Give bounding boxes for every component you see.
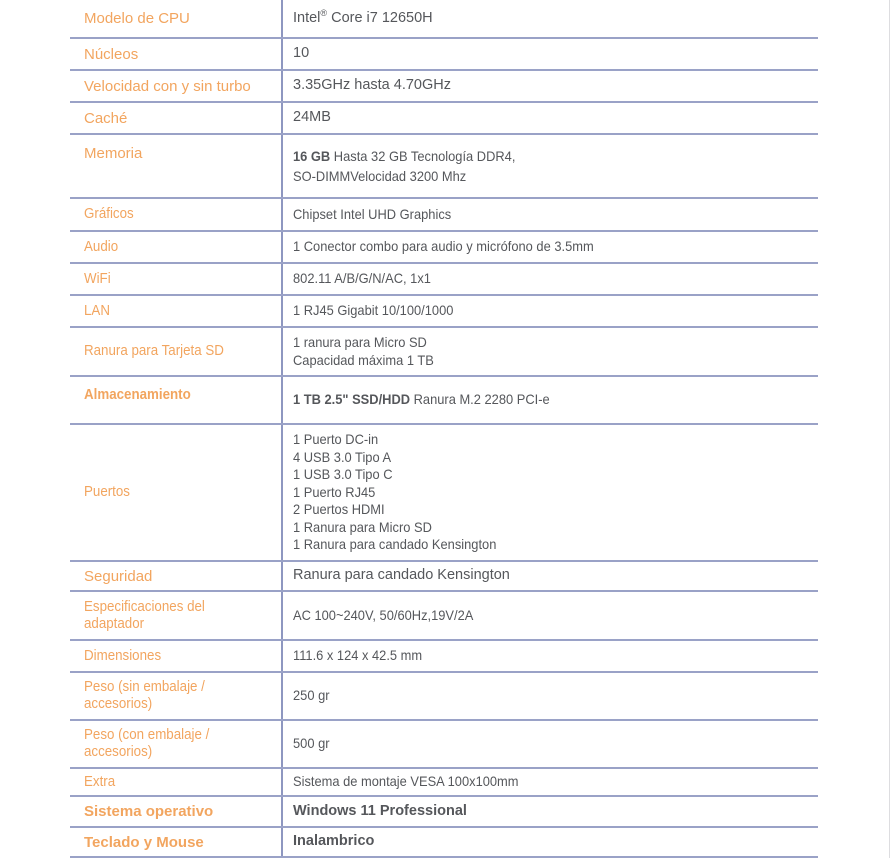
spec-value: 1 RJ45 Gigabit 10/100/1000: [281, 296, 818, 326]
spec-value: Sistema de montaje VESA 100x100mm: [281, 769, 818, 795]
spec-value: 802.11 A/B/G/N/AC, 1x1: [281, 264, 818, 294]
spec-label: Velocidad con y sin turbo: [84, 77, 251, 95]
spec-table: [70, 0, 818, 858]
spec-label: WiFi: [84, 270, 111, 287]
table-row: [70, 103, 818, 135]
spec-label: Gráficos: [84, 206, 134, 222]
table-row: [70, 562, 818, 592]
table-row: [70, 135, 818, 199]
spec-value: 3.35GHz hasta 4.70GHz: [281, 71, 818, 101]
spec-value: Ranura para candado Kensington: [281, 562, 818, 590]
spec-value: 24MB: [281, 103, 818, 133]
spec-value: 1 ranura para Micro SD Capacidad máxima 1 TB: [281, 328, 818, 375]
table-row: [70, 641, 818, 673]
spec-label: Ranura para Tarjeta SD: [84, 343, 224, 359]
spec-value: 1 TB 2.5" SSD/HDD Ranura M.2 2280 PCI-e: [281, 377, 818, 423]
table-row: [70, 328, 818, 377]
spec-value: 16 GB Hasta 32 GB Tecnología DDR4, SO-DIMMVelocidad 3200 Mhz: [281, 135, 818, 197]
spec-value: 111.6 x 124 x 42.5 mm: [281, 641, 818, 671]
spec-label: Puertos: [84, 484, 130, 500]
spec-label: Memoria: [84, 145, 143, 162]
spec-label: Sistema operativo: [84, 803, 214, 820]
spec-value: Intel® Core i7 12650H: [281, 0, 818, 37]
table-row: [70, 71, 818, 103]
spec-label: Núcleos: [84, 45, 139, 63]
spec-label: Caché: [84, 109, 128, 127]
spec-label: Peso (sin embalaje / accesorios): [84, 679, 205, 712]
spec-label: Extra: [84, 773, 116, 790]
table-row: [70, 673, 818, 721]
spec-value: 250 gr: [281, 673, 818, 719]
spec-label: Especificaciones del adaptador: [84, 598, 205, 632]
spec-value: Inalambrico: [281, 828, 818, 856]
spec-label: Audio: [84, 238, 119, 255]
spec-value: 1 Conector combo para audio y micrófono de 3.5mm: [281, 232, 818, 262]
table-row: [70, 199, 818, 232]
spec-label: Almacenamiento: [84, 387, 191, 403]
page-edge-divider: [889, 0, 890, 858]
table-row: [70, 828, 818, 858]
spec-label: Seguridad: [84, 567, 153, 585]
table-row: [70, 721, 818, 769]
spec-value: 500 gr: [281, 721, 818, 767]
spec-value: 10: [281, 39, 818, 69]
spec-label: Modelo de CPU: [84, 10, 190, 27]
table-row: [70, 264, 818, 296]
spec-value: Chipset Intel UHD Graphics: [281, 199, 818, 230]
spec-value: AC 100~240V, 50/60Hz,19V/2A: [281, 592, 818, 639]
table-row: [70, 425, 818, 562]
table-row: [70, 232, 818, 264]
spec-value: 1 Puerto DC-in 4 USB 3.0 Tipo A 1 USB 3.0 Tipo C 1 Puerto RJ45 2 Puertos HDMI 1 Ranura para Micro SD 1 Ranura para candado Kensington: [281, 425, 818, 560]
table-row: [70, 769, 818, 797]
table-row: [70, 296, 818, 328]
table-row: [70, 0, 818, 39]
spec-label: LAN: [84, 302, 110, 319]
spec-label: Dimensiones: [84, 647, 162, 664]
spec-label: Teclado y Mouse: [84, 833, 204, 851]
table-row: [70, 39, 818, 71]
table-row: [70, 377, 818, 425]
spec-value: Windows 11 Professional: [281, 797, 818, 826]
table-row: [70, 797, 818, 828]
spec-label: Peso (con embalaje / accesorios): [84, 727, 210, 760]
table-row: [70, 592, 818, 641]
